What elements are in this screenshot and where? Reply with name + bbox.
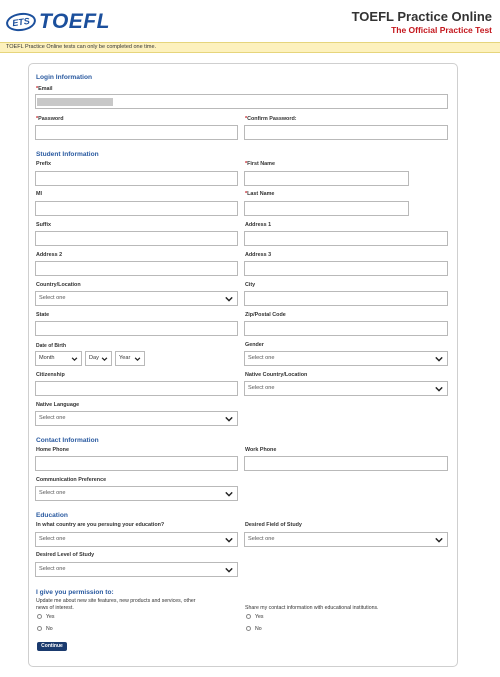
level-of-study-select[interactable] (35, 562, 238, 577)
address2-field[interactable] (35, 261, 238, 276)
share-no-radio[interactable] (246, 626, 251, 631)
last-name-field[interactable] (244, 201, 409, 216)
share-yes-label: Yes (255, 614, 264, 620)
page-header (0, 0, 500, 42)
work-phone-field[interactable] (244, 456, 448, 471)
work-phone-label: Work Phone (245, 447, 277, 453)
chevron-down-icon (435, 385, 443, 393)
chevron-down-icon (71, 356, 78, 362)
native-country-select[interactable] (244, 381, 448, 396)
prefix-field[interactable] (35, 171, 238, 186)
updates-no-label: No (46, 626, 53, 632)
chevron-down-icon (225, 490, 233, 498)
city-label: City (245, 282, 256, 288)
updates-yes-label: Yes (46, 614, 55, 620)
ets-toefl-logo (6, 10, 110, 34)
chevron-down-icon (225, 415, 233, 423)
level-of-study-label: Desired Level of Study (36, 552, 95, 558)
confirm-password-label: *Confirm Password: (245, 116, 297, 122)
chevron-down-icon (225, 566, 233, 574)
field-of-study-label: Desired Field of Study (245, 522, 302, 528)
education-country-label: In what country are you persuing your education? (36, 522, 165, 528)
address3-label: Address 3 (245, 252, 272, 258)
chevron-down-icon (435, 355, 443, 363)
dob-month-select[interactable] (35, 351, 82, 366)
dob-day-select[interactable] (85, 351, 112, 366)
section-contact: Contact Information (36, 437, 99, 444)
password-label: *Password (36, 116, 64, 122)
last-name-label: *Last Name (245, 191, 275, 197)
updates-yes-radio[interactable] (37, 614, 42, 619)
comm-pref-value: Select one (39, 490, 66, 496)
state-label: State (36, 312, 50, 318)
home-phone-label: Home Phone (36, 447, 69, 453)
prefix-label: Prefix (36, 161, 51, 167)
section-education: Education (36, 512, 68, 519)
gender-select[interactable] (244, 351, 448, 366)
chevron-down-icon (134, 356, 141, 362)
section-student: Student Information (36, 151, 99, 158)
share-yes-radio[interactable] (246, 614, 251, 619)
field-of-study-value: Select one (248, 536, 275, 542)
zip-field[interactable] (244, 321, 448, 336)
native-language-label: Native Language (36, 402, 80, 408)
gender-select-value: Select one (248, 355, 275, 361)
dob-label: Date of Birth (36, 343, 66, 349)
first-name-label: *First Name (245, 161, 275, 167)
country-select-value: Select one (39, 295, 66, 301)
mi-field[interactable] (35, 201, 238, 216)
share-no-label: No (255, 626, 262, 632)
ets-logo-mark: ETS (5, 11, 37, 33)
native-language-value: Select one (39, 415, 66, 421)
chevron-down-icon (435, 536, 443, 544)
toefl-wordmark: TOEFL (39, 10, 110, 33)
permission-updates-text (36, 598, 195, 612)
zip-label: Zip/Postal Code (245, 312, 286, 318)
notice-bar: TOEFL Practice Online tests can only be completed one time. (0, 42, 500, 53)
app-title: TOEFL Practice Online (351, 9, 492, 24)
citizenship-field[interactable] (35, 381, 238, 396)
password-field[interactable] (35, 125, 238, 140)
app-subtitle: The Official Practice Test (391, 25, 492, 35)
dob-year-value: Year (119, 355, 131, 361)
gender-label: Gender (245, 342, 264, 348)
continue-button[interactable]: Continue (37, 642, 67, 651)
citizenship-label: Citizenship (36, 372, 65, 378)
education-country-select[interactable] (35, 532, 238, 547)
confirm-password-field[interactable] (244, 125, 448, 140)
native-country-value: Select one (248, 385, 275, 391)
email-value-redacted (37, 98, 113, 106)
dob-year-select[interactable] (115, 351, 145, 366)
suffix-field[interactable] (35, 231, 238, 246)
city-field[interactable] (244, 291, 448, 306)
country-select[interactable] (35, 291, 238, 306)
updates-no-radio[interactable] (37, 626, 42, 631)
permission-updates-line2: news of interest. (36, 605, 74, 611)
dob-day-value: Day (89, 355, 99, 361)
permission-updates-line1: Update me about new site features, new products and services, other (36, 598, 196, 604)
email-label: *Email (36, 86, 53, 92)
suffix-label: Suffix (36, 222, 51, 228)
permission-share-text: Share my contact information with educational institutions. (245, 605, 379, 611)
email-field[interactable] (35, 94, 448, 109)
mi-label: MI (36, 191, 42, 197)
header-titles (352, 9, 492, 35)
native-language-select[interactable] (35, 411, 238, 426)
address1-label: Address 1 (245, 222, 272, 228)
comm-pref-select[interactable] (35, 486, 238, 501)
dob-month-value: Month (39, 355, 55, 361)
address2-label: Address 2 (36, 252, 63, 258)
home-phone-field[interactable] (35, 456, 238, 471)
first-name-field[interactable] (244, 171, 409, 186)
chevron-down-icon (225, 295, 233, 303)
native-country-label: Native Country/Location (245, 372, 308, 378)
section-permission: I give you permission to: (36, 589, 114, 596)
section-login: Login Information (36, 74, 93, 81)
comm-pref-label: Communication Preference (36, 477, 107, 483)
education-country-value: Select one (39, 536, 66, 542)
level-of-study-value: Select one (39, 566, 66, 572)
address1-field[interactable] (244, 231, 448, 246)
state-field[interactable] (35, 321, 238, 336)
country-label: Country/Location (36, 282, 81, 288)
chevron-down-icon (225, 536, 233, 544)
address3-field[interactable] (244, 261, 448, 276)
chevron-down-icon (101, 356, 108, 362)
field-of-study-select[interactable] (244, 532, 448, 547)
